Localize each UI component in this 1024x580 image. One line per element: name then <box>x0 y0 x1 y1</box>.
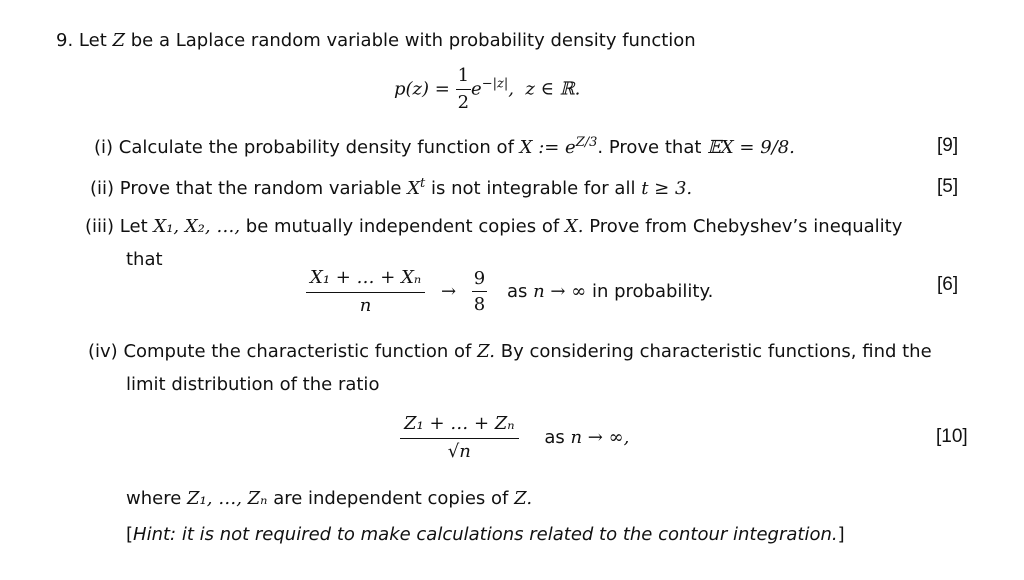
part-iv-where-rest: are independent copies of <box>273 488 509 509</box>
part-ii-math1-sup: t <box>420 176 426 191</box>
part-iv-hint: Hint: it is not required to make calculations related to the contour integration. <box>133 524 838 545</box>
part-iv-after-math: n → ∞, <box>570 426 630 448</box>
part-iv-label: (iv) <box>88 341 118 362</box>
part-iv-text2: By considering characteristic functions, find the <box>500 341 932 362</box>
part-ii-text1: Prove that the random variable <box>119 178 402 199</box>
part-iv-fraction <box>400 414 519 462</box>
part-iv <box>88 341 932 362</box>
part-iii-limit-den: 8 <box>473 294 486 316</box>
part-iii-label: (iii) <box>85 216 115 237</box>
part-iv-marks: [10] <box>936 426 968 447</box>
part-iv-where <box>126 488 532 509</box>
part-iv-text1: Compute the characteristic function of <box>123 341 472 362</box>
pdf-exp-base: e <box>471 78 482 100</box>
part-iv-where-math: Z₁, …, Zₙ <box>187 488 268 509</box>
part-i-text1: Calculate the probability density function of <box>118 137 514 158</box>
part-iii-limit <box>472 269 487 316</box>
part-i <box>94 135 795 158</box>
part-iii-after-text: as <box>506 280 528 302</box>
part-iii-arrow: → <box>440 280 457 302</box>
part-iv-text3: limit distribution of the ratio <box>126 374 380 395</box>
pdf-frac-den: 2 <box>457 91 470 113</box>
part-ii-text2: is not integrable for all <box>431 178 636 199</box>
part-i-math1-sup: Z/3 <box>575 135 598 150</box>
part-i-math1: X := e <box>519 137 576 158</box>
pdf-domain: , z ∈ ℝ. <box>508 78 581 100</box>
part-iv-hint-line <box>126 524 845 545</box>
part-i-math2: 𝔼X = 9/8. <box>707 137 795 158</box>
part-iii-after-math: n → ∞ <box>533 280 587 302</box>
part-iii-math2: X. <box>564 216 584 237</box>
part-iv-after-text: as <box>544 426 565 448</box>
part-ii-label: (ii) <box>90 178 115 199</box>
part-iv-formula <box>400 414 629 462</box>
pdf-exp-power: −|z| <box>481 76 509 92</box>
part-iii <box>85 216 902 237</box>
part-iii-marks: [6] <box>937 274 959 295</box>
hint-open-bracket: [ <box>126 524 134 545</box>
part-iii-text4: that <box>126 249 163 270</box>
pdf-formula <box>394 66 580 113</box>
part-i-text2: . Prove that <box>597 137 702 158</box>
intro-text: Let <box>78 30 107 51</box>
part-iii-fraction <box>306 268 425 316</box>
part-iii-limit-num: 9 <box>472 269 487 293</box>
part-ii-math1: X <box>407 178 421 199</box>
question-header <box>56 30 696 51</box>
part-iv-frac-den: √n <box>447 440 471 462</box>
part-ii-marks: [5] <box>937 176 959 197</box>
part-iii-text1: Let <box>119 216 148 237</box>
part-ii-math2: t ≥ 3. <box>641 178 693 199</box>
pdf-frac-num: 1 <box>456 66 471 90</box>
part-iii-frac-den: n <box>359 294 372 316</box>
part-iii-formula <box>306 268 713 316</box>
part-iii-after-text2: in probability. <box>591 280 714 302</box>
part-iv-math1: Z. <box>477 341 496 362</box>
hint-close-bracket: ] <box>837 524 845 545</box>
intro-rest: be a Laplace random variable with probability density function <box>130 30 696 51</box>
part-iii-frac-num: X₁ + … + Xₙ <box>306 268 425 293</box>
intro-variable: Z <box>112 30 126 51</box>
part-i-label: (i) <box>94 137 114 158</box>
part-iv-frac-num: Z₁ + … + Zₙ <box>400 414 519 439</box>
pdf-fraction <box>456 66 471 113</box>
part-ii <box>90 176 692 199</box>
part-i-marks: [9] <box>937 135 959 156</box>
pdf-lhs: p(z) = <box>394 78 450 100</box>
part-iii-math1: X₁, X₂, …, <box>153 216 241 237</box>
part-iv-where-math2: Z. <box>514 488 533 509</box>
part-iii-text2: be mutually independent copies of <box>245 216 560 237</box>
part-iv-where-text: where <box>126 488 182 509</box>
question-number: 9. <box>56 30 74 51</box>
part-iii-text3: Prove from Chebyshev’s inequality <box>589 216 903 237</box>
